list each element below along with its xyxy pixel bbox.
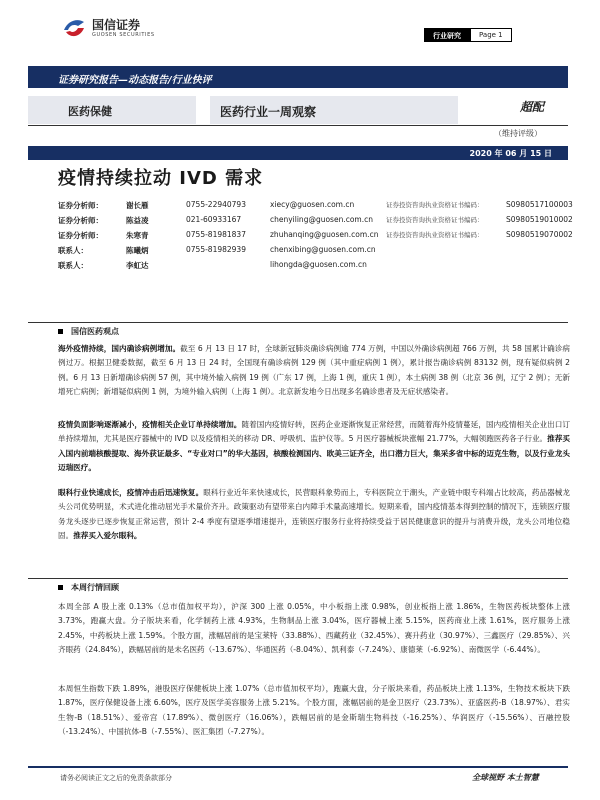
paragraph-lead: 眼科行业快速成长，疫情冲击后迅速恢复。 [58,488,204,497]
logo-text-cn: 国信证券 [92,18,141,32]
date-bar [28,146,568,160]
report-type-band [28,66,568,88]
paragraph-body: 随着国内疫情好转，医药企业逐渐恢复正常经营，而随着海外疫情蔓延，国内疫情相关企业出口订单持续增加，尤其是医疗器械中的 IVD 以及疫情相关的移动 DR、呼吸机、监护仪等。5 月医疗器械板块涨幅 21.77%，大幅领跑医药各子行业。 [58,420,570,444]
contact-role: 联系人： [58,246,88,255]
analyst-cert-label: 证券投资咨询执业资格证书编码： [386,231,484,239]
contact-name: 李虹达 [126,261,149,270]
analyst-row [58,230,578,245]
analyst-cert: S0980517100003 [506,200,573,209]
paragraph [58,418,570,476]
section-heading [58,582,119,593]
analyst-role: 证券分析师： [58,201,103,210]
report-title-box [210,96,458,124]
paragraph-body: 本周恒生指数下跌 1.89%，港股医疗保健板块上涨 1.07%（总市值加权平均），跑赢大盘，分子版块来看，药品板块上涨 1.13%，生物技术板块下跌 1.87%，医疗保健设备上涨 6.60%，医疗及医学美容服务上涨 5.21%。个股方面，涨幅居前的是金卫医疗（23.73%）、亚盛医药-B（18.97%）、君实生物-B（18.51%）、爱帝宫（17.89%）、微创医疗（16.06%），跌幅居前的是金斯瑞生物科技（-16.25%）、华润医疗（-15.56%）、百融控股（-13.24%）、中国抗体-B（-7.55%）、医汇集团（-7.27%）。 [58,684,570,737]
analyst-role: 证券分析师： [58,231,103,240]
analyst-name: 谢长雁 [126,201,149,210]
paragraph-recommendation: 推荐买入爱尔眼科。 [73,531,142,541]
analyst-email[interactable]: chenyiling@guosen.com.cn [270,215,373,224]
industry-label: 医药保健 [68,105,112,118]
analyst-cert-label: 证券投资咨询执业资格证书编码： [386,201,484,209]
contact-row [58,245,578,260]
rating: 超配 [520,100,545,114]
analyst-email[interactable]: zhuhanqing@guosen.com.cn [270,230,379,239]
analyst-email[interactable]: xiecy@guosen.com.cn [270,200,355,209]
analyst-row [58,200,578,215]
analyst-row [58,215,578,230]
analyst-cert: S0980519070002 [506,230,573,239]
logo-mark-icon [62,16,86,40]
footer-disclaimer: 请务必阅读正文之后的免责条款部分 [60,774,172,782]
research-tab: 行业研究 [424,28,470,42]
analyst-role: 证券分析师： [58,216,103,225]
page-label: Page 1 [470,28,512,42]
analyst-table [58,200,578,275]
logo-text-en: GUOSEN SECURITIES [92,32,155,38]
section-heading-text: 本周行情回顾 [71,583,119,592]
analyst-cert: S0980519010002 [506,215,573,224]
contact-email[interactable]: chenxibing@guosen.com.cn [270,245,376,254]
contact-name: 陈曦炳 [126,246,149,255]
contact-row [58,260,578,275]
paragraph-body: 本周全部 A 股上涨 0.13%（总市值加权平均），沪深 300 上涨 0.05%，中小板指上涨 0.98%，创业板指上涨 1.86%，生物医药板块整体上涨 3.73%，跑赢大盘。分子版块来看，化学制药上涨 4.93%，生物制品上涨 3.04%，医疗器械上涨 5.15%，医药商业上涨 1.61%，医疗服务上涨 2.45%，中药板块上涨 1.59%。个股方面，涨幅居前的是宝莱特（33.88%）、西藏药业（32.45%）、赛升药业（30.97%）、三鑫医疗（29.85%）、兴齐眼药（24.84%），跌幅居前的是未名医药（-13.67%）、华通医药（-8.04%）、凯利泰（-7.24%）、康德莱（-6.92%）、南微医学（-6.44%）。 [58,602,570,655]
analyst-phone: 0755-22940793 [186,200,246,209]
report-type: 证券研究报告—动态报告/行业快评 [58,75,212,86]
paragraph [58,682,570,740]
section-heading [58,326,119,337]
paragraph-recommendation: 推荐买入国内前端核酸提取、海外获证最多、“专业对口”的华大基因，核酸检测国内、欧美三证齐全，出口潜力巨大，集采多省中标的迈克生物，以及行业龙头迈瑞医疗。 [58,434,570,473]
paragraph [58,600,570,658]
analyst-cert-label: 证券投资咨询执业资格证书编码： [386,216,484,224]
rating-note: （维持评级） [494,129,542,138]
analyst-phone: 021-60933167 [186,215,242,224]
sector-row [28,96,568,126]
footer-slogan: 全球视野 本土智慧 [472,773,539,782]
report-title: 医药行业一周观察 [220,105,317,119]
paragraph [58,486,570,544]
header-tabs [424,28,512,42]
paragraph [58,342,570,400]
analyst-name: 朱寒青 [126,231,149,240]
contact-role: 联系人： [58,261,88,270]
contact-phone: 0755-81982939 [186,245,246,254]
contact-email[interactable]: lihongda@guosen.com.cn [270,260,367,269]
section-heading-text: 国信医药观点 [71,327,119,336]
bullet-square-icon [58,329,63,334]
section-divider [28,322,568,323]
company-logo [62,14,182,44]
headline: 疫情持续拉动 IVD 需求 [58,168,264,189]
analyst-phone: 0755-81981837 [186,230,246,239]
bullet-square-icon [58,585,63,590]
paragraph-lead: 疫情负面影响逐渐减小，疫情相关企业订单持续增加。 [58,420,242,429]
paragraph-body: 眼科行业近年来快速成长，民营眼科象势而上，专科医院立于潮头，产业链中眼专科端占比较高，药品器械龙头公司优势明显，术式进化推动屈光手术量价齐升。政策驱动有望带来白内障手术量高速增长。短期来看，国内疫情基本得到控制的情况下，连锁医疗服务龙头逐步已逐步恢复正常运营，预计 2-4 季度有望逐季增速提升，连锁医疗服务行业将持续受益于居民健康意识的提升与消费升级，龙头公司地位稳固。 [58,488,571,541]
industry-box [28,96,196,124]
paragraph-body: 截至 6 月 13 日 17 时，全球新冠肺炎确诊病例逾 774 万例，中国以外确诊病例超 766 万例，共 58 国累计确诊病例过万。根据卫健委数据，截至 6 月 13 日 24 时，全国现有确诊病例 129 例（其中重症病例 1 例），累计报告确诊病例 83132 例，现有疑似病例 2 例。6 月 13 日新增确诊病例 57 例，其中境外输入病例 19 例（广东 17 例，上海 1 例，重庆 1 例），本土病例 38 例（北京 36 例，辽宁 2 例）；无新增死亡病例；新增疑似病例 1 例，为境外输入病例（上海 1 例）。北京新发地今日出现多名确诊患者及无症状感染者。 [58,344,570,397]
section-divider [28,578,568,579]
divider [28,125,568,126]
footer-divider [28,766,568,768]
paragraph-lead: 海外疫情持续，国内确诊病例增加。 [58,344,181,353]
analyst-name: 陈益凌 [126,216,149,225]
report-date: 2020 年 06 月 15 日 [469,149,552,158]
